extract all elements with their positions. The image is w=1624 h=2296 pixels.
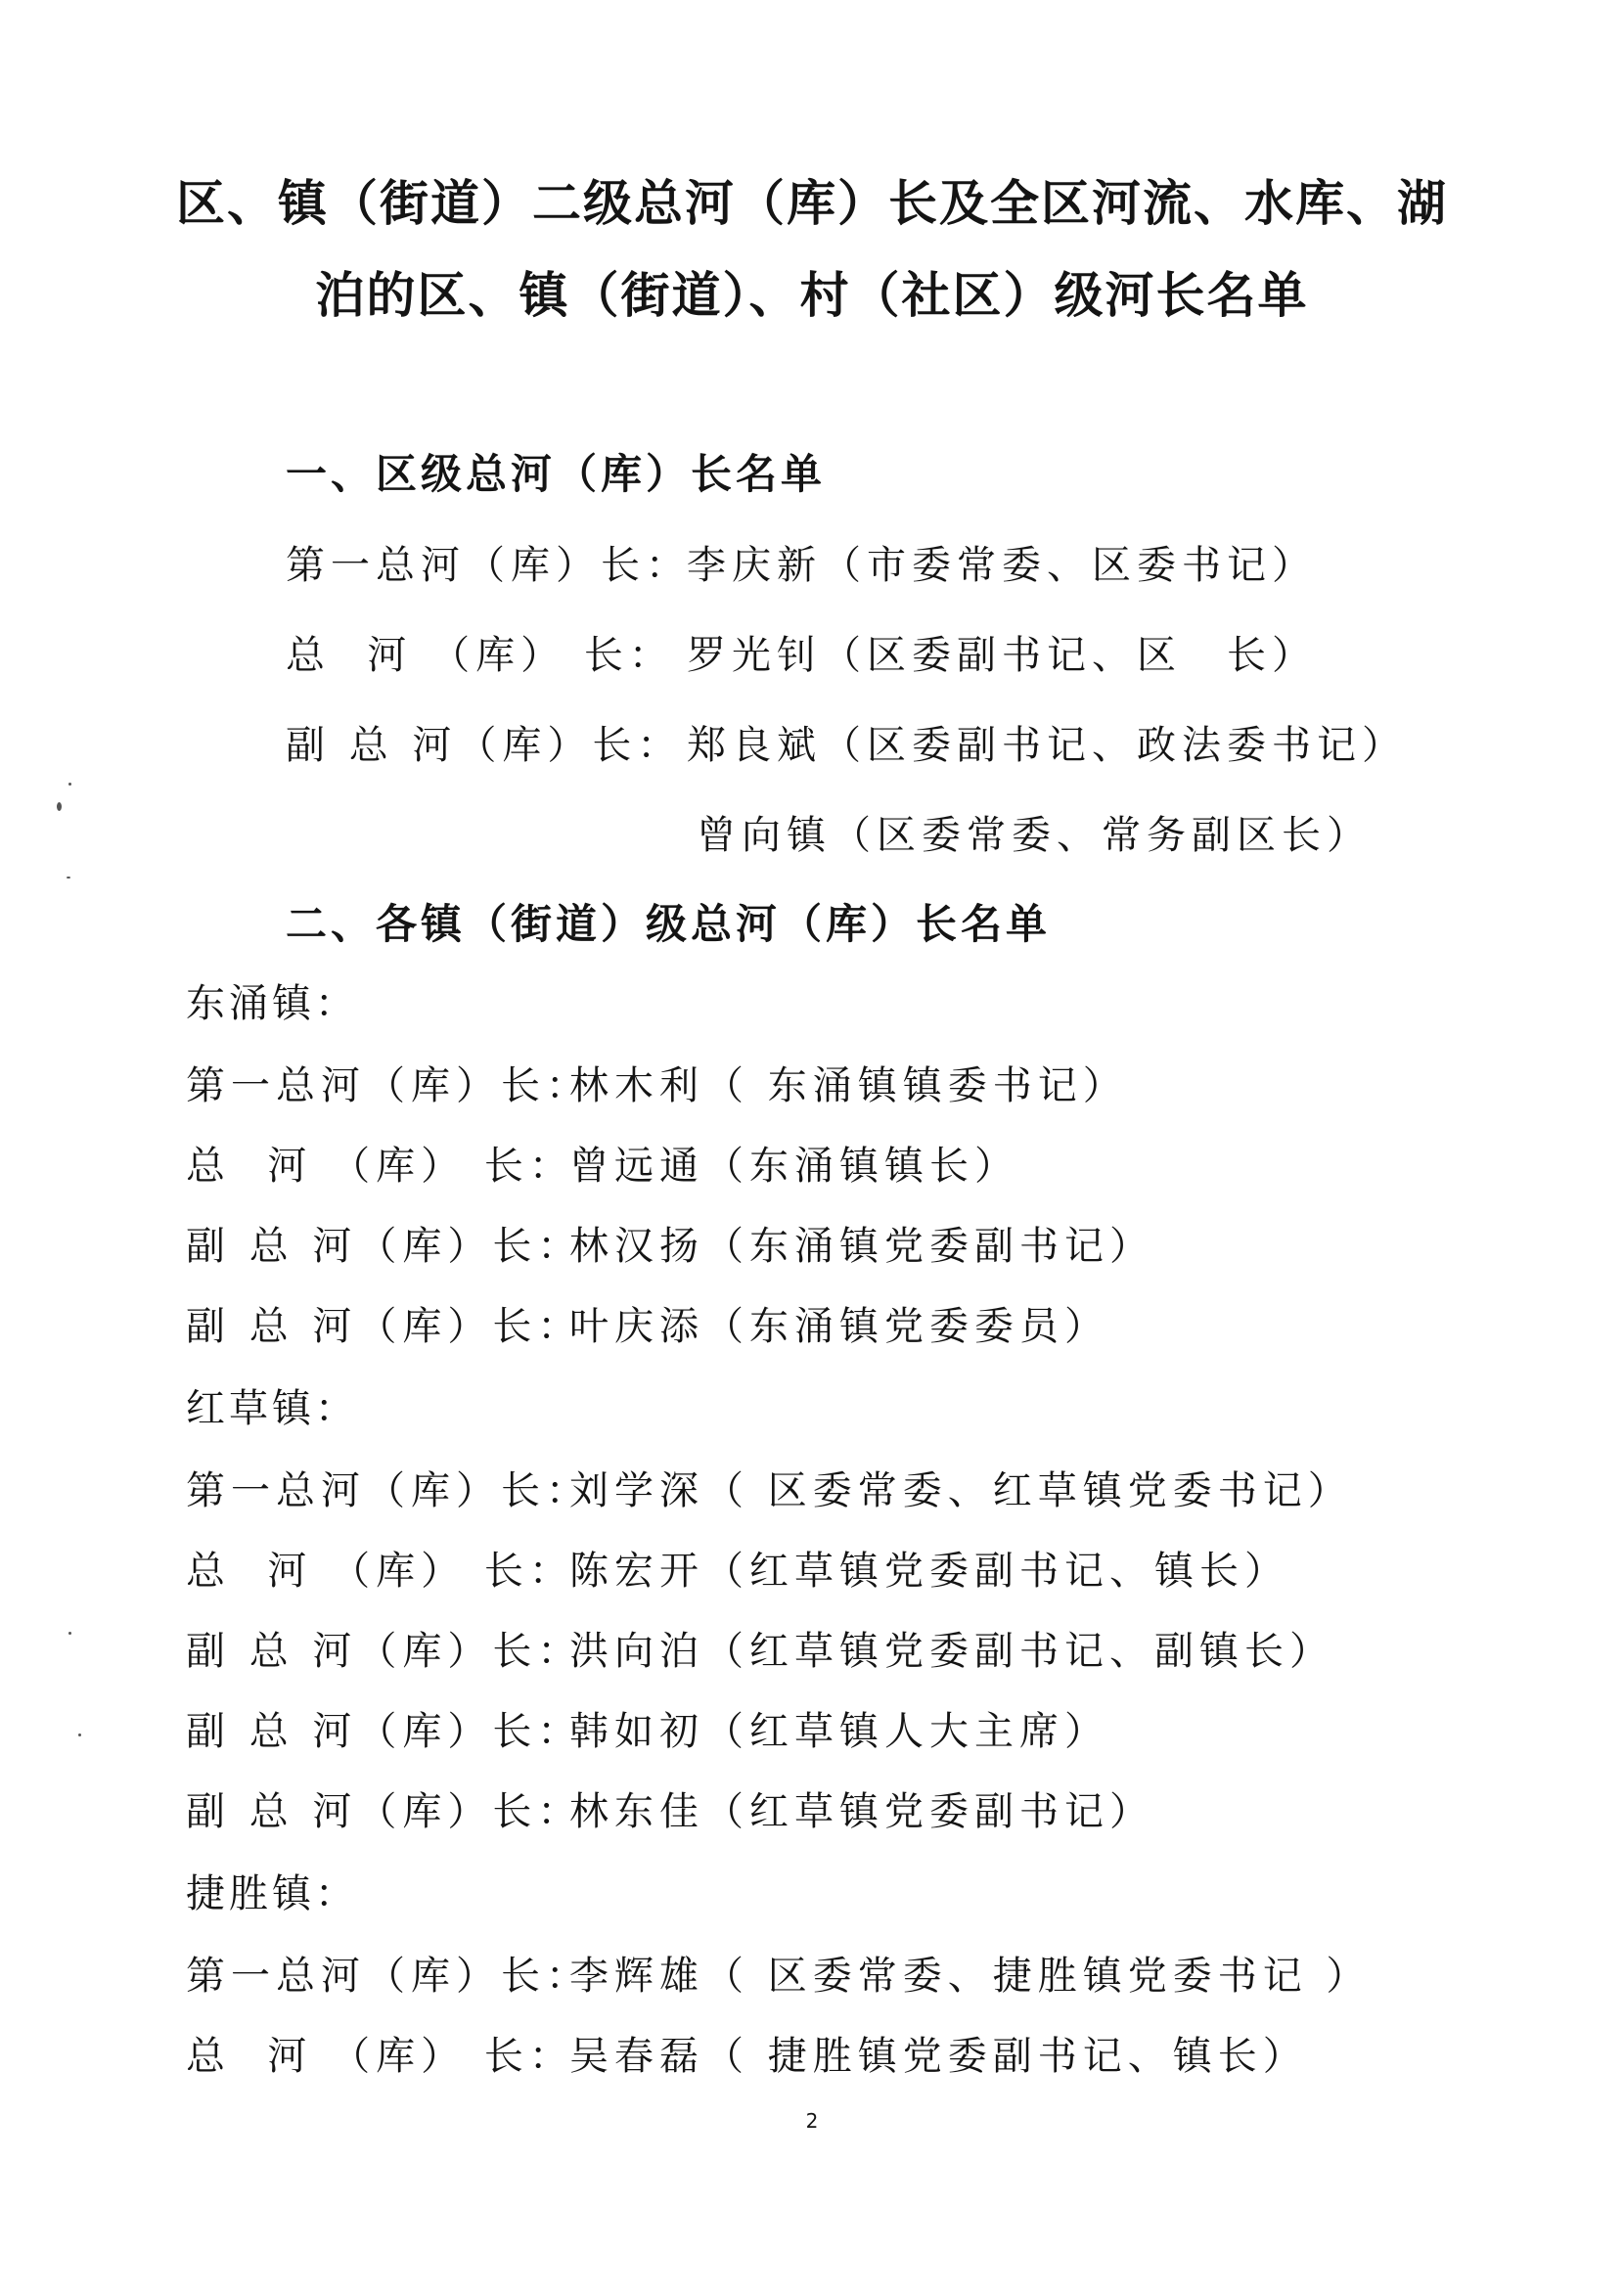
- section-2-heading: 二、各镇（街道）级总河（库）长名单: [286, 900, 1052, 948]
- town-name: 红草镇：: [186, 1386, 358, 1431]
- row-value: 李庆新（市委常委、区委书记）: [687, 543, 1317, 588]
- town-row: [186, 1780, 1154, 1836]
- row-value: 陈宏开（红草镇党委副书记、镇长）: [569, 1549, 1289, 1594]
- town-name: 东涌镇：: [186, 981, 358, 1026]
- row-value: 林汉扬（东涌镇党委副书记）: [569, 1224, 1154, 1269]
- scan-speck: [68, 1632, 71, 1635]
- row-label: 副 总 河（库）长：: [186, 1789, 583, 1834]
- row-value: 曾远通（东涌镇镇长）: [569, 1144, 1019, 1189]
- scan-speck: [57, 802, 62, 811]
- town-row: [186, 1135, 1019, 1191]
- row-label: 总 河 （库） 长：: [186, 1549, 574, 1594]
- row-label: 第一总河（库）长：: [186, 1063, 591, 1108]
- row-value: 叶庆添（东涌镇党委委员）: [569, 1304, 1109, 1349]
- scan-speck: [68, 783, 71, 786]
- town-row: [186, 1215, 1154, 1271]
- page-number: 2: [805, 2109, 819, 2133]
- town-row: [186, 1620, 1334, 1676]
- town-row: [186, 1540, 1289, 1596]
- document-title-line-1: 区、镇（街道）二级总河（库）长及全区河流、水库、湖: [176, 175, 1448, 232]
- scan-speck: [78, 1733, 81, 1736]
- row-label: 副 总 河（库）长：: [186, 1629, 583, 1674]
- row-label: 第一总河（库）长：: [186, 1954, 591, 1999]
- row-value: 罗光钊（区委副书记、区 长）: [687, 633, 1317, 678]
- town-row: [186, 1460, 1353, 1515]
- row-label: 总 河 （库） 长：: [186, 2034, 574, 2079]
- row-label: 总 河 （库） 长：: [186, 1144, 574, 1189]
- town-name: 捷胜镇：: [186, 1871, 358, 1916]
- town-row: [186, 2025, 1308, 2081]
- document-title-line-2: 泊的区、镇（街道）、村（社区）级河长名单: [315, 267, 1309, 324]
- row-label: 副 总 河（库）长：: [186, 1224, 583, 1269]
- district-row: [286, 714, 1407, 770]
- row-label: 第一总河（库）长：: [286, 543, 691, 588]
- row-value: 刘学深（ 区委常委、红草镇党委书记）: [569, 1468, 1353, 1513]
- town-row: [186, 1945, 1371, 2001]
- row-value: 洪向泊（红草镇党委副书记、副镇长）: [569, 1629, 1334, 1674]
- district-row-continuation: [697, 804, 1372, 860]
- row-label: 总 河 （库） 长：: [286, 633, 674, 678]
- row-value: 韩如初（红草镇人大主席）: [569, 1709, 1109, 1754]
- town-row: [186, 1700, 1109, 1756]
- row-label: 第一总河（库）长：: [186, 1468, 591, 1513]
- section-1-heading: 一、区级总河（库）长名单: [286, 450, 827, 498]
- row-label: 副 总 河（库）长：: [286, 723, 683, 768]
- row-value: 曾向镇（区委常委、常务副区长）: [697, 813, 1372, 858]
- district-row: [286, 534, 1317, 590]
- row-value: 吴春磊（ 捷胜镇党委副书记、镇长）: [569, 2034, 1308, 2079]
- town-row: [186, 1295, 1109, 1351]
- row-value: 林木利（ 东涌镇镇委书记）: [569, 1063, 1128, 1108]
- district-row: [286, 624, 1317, 680]
- row-label: 副 总 河（库）长：: [186, 1304, 583, 1349]
- scan-speck: [67, 877, 70, 878]
- row-value: 林东佳（红草镇党委副书记）: [569, 1789, 1154, 1834]
- row-value: 郑良斌（区委副书记、政法委书记）: [687, 723, 1407, 768]
- row-value: 李辉雄（ 区委常委、捷胜镇党委书记 ）: [569, 1954, 1372, 1999]
- row-label: 副 总 河（库）长：: [186, 1709, 583, 1754]
- town-row: [186, 1055, 1128, 1110]
